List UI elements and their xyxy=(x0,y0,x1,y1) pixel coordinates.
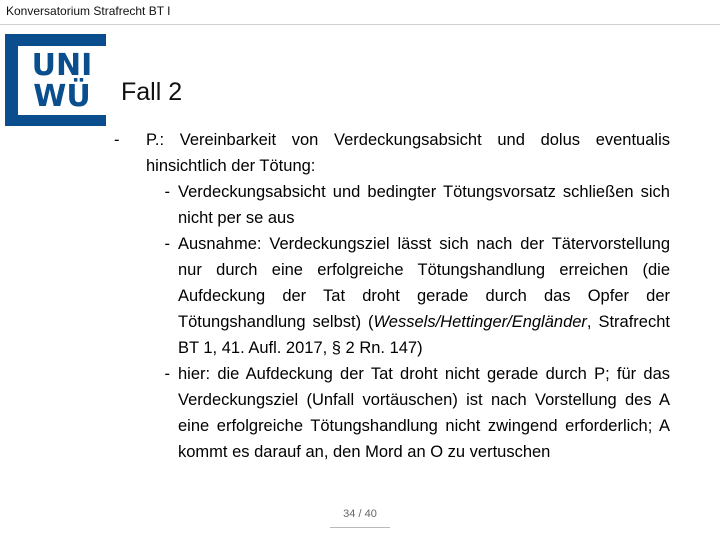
bullet-dash: - xyxy=(114,131,120,149)
sub-bullet xyxy=(146,361,670,465)
slide-content xyxy=(114,127,670,465)
sub-bullet-dash: - xyxy=(164,183,170,201)
sub-bullet-text: Verdeckungsabsicht und bedingter Tötungsvorsatz schließen sich nicht per se aus xyxy=(178,183,670,227)
slide-title: Fall 2 xyxy=(121,78,183,106)
sub-bullet xyxy=(146,231,670,361)
sub-bullet xyxy=(146,179,670,231)
main-bullet-text: P.: Vereinbarkeit von Verdeckungsabsicht und dolus eventualis hinsichtlich der Tötung: xyxy=(146,131,670,175)
sub-bullet-text-start: Ausnahme: Verdeckungsziel lässt sich nach der Tätervorstellung nur durch eine erfolgreiche Tötungshandlung erreichen (die Aufdeckung der Tat droht gerade durch das Opfer der Tötungshandlung selbst) ( xyxy=(178,235,670,331)
sub-bullet-list xyxy=(146,179,670,465)
course-title: Konversatorium Strafrecht BT I xyxy=(6,4,171,18)
sub-bullet-text xyxy=(178,231,670,361)
page-number-underline xyxy=(330,527,390,528)
sub-bullet-text: hier: die Aufdeckung der Tat droht nicht gerade durch P; für das Verdeckungsziel (Unfall vortäuschen) ist nach Vorstellung des A eine erfolgreiche Tötungshandlung nicht zwingend erforderlich; A kommt es darauf an, den Mord an O zu vertuschen xyxy=(178,365,670,461)
sub-bullet-dash: - xyxy=(164,235,170,253)
logo-line-1: UNI xyxy=(31,47,93,83)
main-bullet xyxy=(114,127,670,179)
university-logo xyxy=(18,46,106,115)
sub-bullet-dash: - xyxy=(164,365,170,383)
page-number: 34 / 40 xyxy=(343,508,377,520)
citation-source: , Strafrecht BT 1, 41. Aufl. 2017, § 2 Rn. 147) xyxy=(178,313,670,357)
citation-authors: Wessels/Hettinger/Engländer xyxy=(373,313,587,331)
header-divider xyxy=(0,24,720,25)
logo-line-2: WÜ xyxy=(33,78,91,114)
